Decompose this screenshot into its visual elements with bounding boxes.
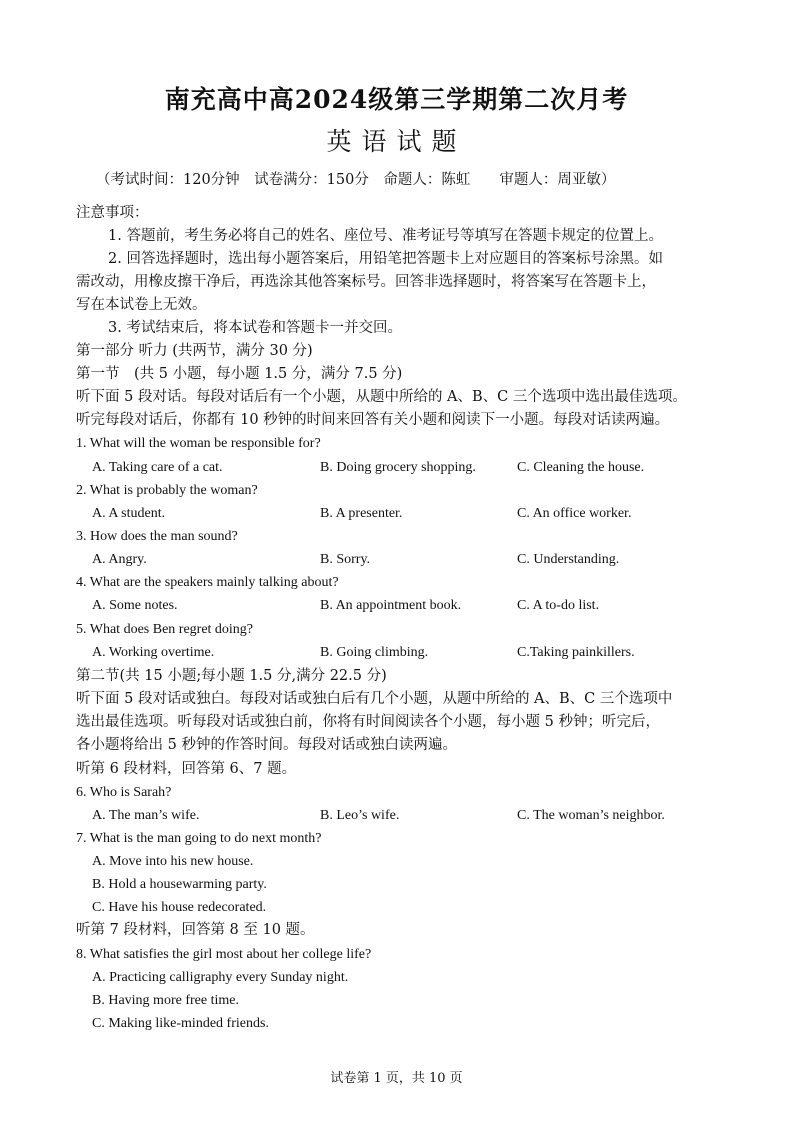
question-5-option-b: B. Going climbing. [320, 645, 429, 660]
question-5-option-c: C.Taking painkillers. [517, 645, 635, 660]
question-8-option-b: B. Having more free time. [92, 993, 239, 1008]
notice-item-2: 2. 回答选择题时，选出每小题答案后，用铅笔把答题卡上对应题目的答案标号涂黑。如 [108, 251, 663, 267]
notice-item-3: 3. 考试结束后，将本试卷和答题卡一并交回。 [108, 320, 402, 336]
question-4-stem: 4. What are the speakers mainly talking about? [76, 575, 339, 590]
notice-item-2-cont: 需改动，用橡皮擦干净后，再选涂其他答案标号。回答非选择题时，将答案写在答题卡上， [76, 274, 656, 290]
material-7-heading: 听第 7 段材料，回答第 8 至 10 题。 [76, 922, 315, 938]
question-7-option-c: C. Have his house redecorated. [92, 900, 267, 915]
notice-item-1: 1. 答题前，考生务必将自己的姓名、座位号、准考证号等填写在答题卡规定的位置上。 [108, 228, 663, 244]
section1-heading: 第一节 (共 5 小题，每小题 1.5 分，满分 7.5 分) [76, 366, 403, 382]
part1-heading: 第一部分 听力 (共两节，满分 30 分) [76, 343, 313, 359]
section1-instruction: 听下面 5 段对话。每段对话后有一个小题，从题中所给的 A、B、C 三个选项中选出最佳选项。 [76, 389, 687, 405]
question-2-option-c: C. An office worker. [517, 506, 632, 521]
question-8-option-c: C. Making like-minded friends. [92, 1016, 269, 1031]
section2-heading: 第二节(共 15 小题;每小题 1.5 分,满分 22.5 分) [76, 668, 387, 684]
question-4-option-a: A. Some notes. [92, 598, 178, 613]
question-5-option-a: A. Working overtime. [92, 645, 215, 660]
question-2-stem: 2. What is probably the woman? [76, 483, 258, 498]
exam-subtitle: 英语试题 [326, 127, 467, 156]
page-footer: 试卷第 1 页，共 10 页 [330, 1071, 463, 1086]
question-3-stem: 3. How does the man sound? [76, 529, 238, 544]
question-3-option-b: B. Sorry. [320, 552, 371, 567]
question-8-option-a: A. Practicing calligraphy every Sunday night. [92, 970, 349, 985]
question-1-option-c: C. Cleaning the house. [517, 460, 645, 475]
exam-title: 南充高中高2024级第三学期第二次月考 [164, 85, 629, 114]
section2-instruction-end: 各小题将给出 5 秒钟的作答时间。每段对话或独白读两遍。 [76, 737, 457, 753]
question-4-option-c: C. A to-do list. [517, 598, 600, 613]
material-6-heading: 听第 6 段材料，回答第 6、7 题。 [76, 761, 297, 777]
section2-instruction-cont: 选出最佳选项。听每段对话或独白前，你将有时间阅读各个小题，每小题 5 秒钟；听完后， [76, 714, 660, 730]
question-3-option-a: A. Angry. [92, 552, 147, 567]
question-2-option-b: B. A presenter. [320, 506, 403, 521]
question-8-stem: 8. What satisfies the girl most about her college life? [76, 947, 372, 962]
notice-item-2-end: 写在本试卷上无效。 [76, 297, 207, 313]
question-6-option-a: A. The man’s wife. [92, 808, 200, 823]
question-2-option-a: A. A student. [92, 506, 166, 521]
question-1-stem: 1. What will the woman be responsible for? [76, 436, 321, 451]
section1-instruction-cont: 听完每段对话后，你都有 10 秒钟的时间来回答有关小题和阅读下一小题。每段对话读两遍。 [76, 412, 670, 428]
question-3-option-c: C. Understanding. [517, 552, 620, 567]
section2-instruction: 听下面 5 段对话或独白。每段对话或独白后有几个小题，从题中所给的 A、B、C 三个选项中 [76, 691, 673, 707]
question-6-stem: 6. Who is Sarah? [76, 785, 172, 800]
question-1-option-b: B. Doing grocery shopping. [320, 460, 476, 475]
notice-heading: 注意事项： [76, 205, 149, 221]
question-7-option-b: B. Hold a housewarming party. [92, 877, 267, 892]
question-7-option-a: A. Move into his new house. [92, 854, 254, 869]
question-6-option-c: C. The woman’s neighbor. [517, 808, 665, 823]
question-5-stem: 5. What does Ben regret doing? [76, 622, 254, 637]
question-7-stem: 7. What is the man going to do next month? [76, 831, 322, 846]
question-4-option-b: B. An appointment book. [320, 598, 462, 613]
question-6-option-b: B. Leo’s wife. [320, 808, 400, 823]
exam-meta: （考试时间：120分钟 试卷满分：150分 命题人：陈虹 审题人：周亚敏） [96, 172, 616, 188]
question-1-option-a: A. Taking care of a cat. [92, 460, 223, 475]
